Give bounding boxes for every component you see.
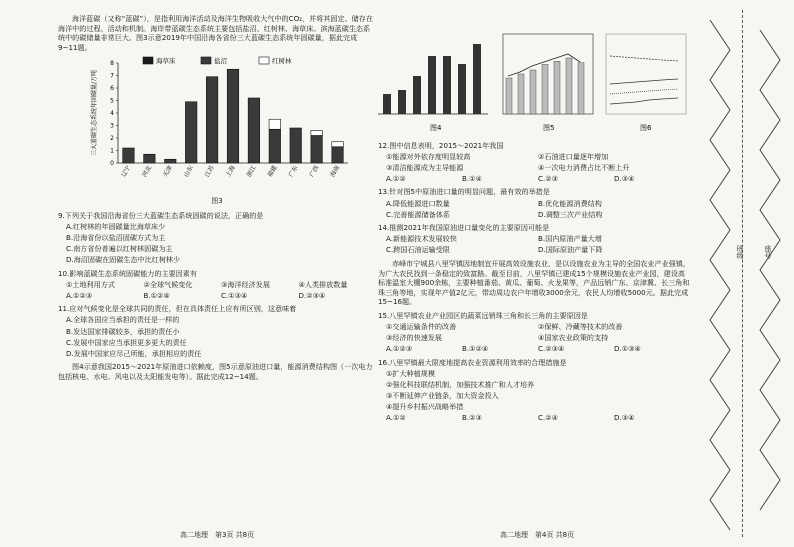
question-16-choices — [386, 413, 690, 423]
fig5-bar — [530, 70, 536, 114]
question-13-stem: 13.针对图5中原油进口量的明显问题，最有效的举措是 — [378, 187, 550, 197]
binding-label-1: 班级 — [736, 245, 744, 259]
figure-5-chart — [503, 34, 593, 114]
bar-盐沼 — [311, 136, 323, 164]
option-9a[interactable]: A.红树林的年固碳量比海草床少 — [66, 221, 166, 231]
figures-4-6 — [378, 14, 690, 134]
question-10-choices — [66, 291, 376, 301]
y-tick-label: 4 — [110, 110, 114, 118]
question-12-choices — [386, 174, 690, 184]
question-15 — [378, 311, 690, 354]
question-15-stem: 15.八里罕镇农业产业园区的蔬菜远销珠三角和长三角的主要原因是 — [378, 311, 588, 320]
legend-label: 盐沼 — [214, 57, 227, 66]
option-13a[interactable]: A.降低能源进口数量 — [386, 198, 450, 208]
left-column — [58, 14, 376, 382]
question-12-stem: 12.图中信息表明，2015～2021年我国 — [378, 140, 504, 150]
fig4-bar — [383, 94, 391, 114]
fig4-bar — [428, 56, 436, 114]
question-13-options-b — [386, 210, 690, 220]
y-tick-label: 8 — [110, 60, 114, 68]
choice-12c[interactable]: C.②③ — [538, 173, 558, 183]
x-tick-label: 浙江 — [245, 164, 258, 179]
question-14-options-b — [386, 245, 690, 255]
option-14b[interactable]: B.国内原油产量大增 — [538, 234, 602, 244]
binding-margin — [700, 0, 794, 547]
bar-红树林 — [332, 142, 344, 147]
choice-16c[interactable]: C.②④ — [538, 413, 558, 423]
item: ③经济的快速发展 — [386, 333, 443, 343]
option-11d[interactable]: D.发展中国家应尽己所能，承担相应的责任 — [66, 348, 202, 358]
question-14-options-a — [386, 234, 690, 244]
figure-3-label: 图3 — [211, 196, 223, 205]
item: ④一次电力消费占比不断上升 — [538, 162, 630, 172]
option-9b[interactable]: B.沿海省份以盐沼固碳方式为主 — [66, 232, 166, 242]
option-9c[interactable]: C.南方省份普遍以红树林固碳为主 — [66, 243, 173, 253]
y-axis-label: 三大蓝碳生态系统年固碳量/万吨 — [91, 70, 98, 157]
option-13d[interactable]: D.调整三次产业结构 — [538, 209, 603, 219]
question-14 — [378, 223, 690, 255]
passage-intro: 海洋蓝碳（又称“蓝碳”），是指利用海洋活动及海洋生物吸收大气中的CO₂，并将其固定、储存在海洋中的过程、活动和机制。海岸带蓝碳生态系统主要包括盐沼、红树林、海草床。滨海蓝碳生态系统中的碳储量非常巨大。图3示意2019年中国沿海各省份三大蓝碳生态系统年固碳量，据此完成9~11题。 — [58, 14, 373, 52]
question-14-stem: 14.推测2021年我国原油进口量变化的主要原因可能是 — [378, 223, 550, 233]
item: ②石油进口量逐年增加 — [538, 151, 609, 161]
bar-红树林 — [269, 120, 281, 130]
choice-12d[interactable]: D.③④ — [614, 173, 635, 183]
x-tick-label: 广西 — [308, 164, 321, 179]
bar-盐沼 — [165, 160, 177, 164]
y-tick-label: 6 — [110, 85, 114, 93]
option-14c[interactable]: C.跨国石油运输受限 — [386, 245, 450, 255]
question-13 — [378, 187, 690, 219]
fig5-bar — [554, 61, 560, 114]
legend-label: 海草床 — [156, 57, 176, 66]
y-tick-label: 1 — [110, 147, 114, 155]
bar-盐沼 — [290, 128, 302, 163]
x-tick-label: 上海 — [224, 164, 237, 179]
option-11c[interactable]: C.发展中国家应当承担更多更大的责任 — [66, 337, 187, 347]
x-tick-label: 广东 — [287, 164, 300, 179]
legend-swatch — [143, 57, 153, 64]
x-tick-label: 天津 — [161, 164, 175, 179]
question-15-items-a — [386, 322, 690, 332]
choice-16a[interactable]: A.①② — [386, 413, 406, 423]
y-tick-label: 2 — [110, 135, 114, 143]
figure-6-chart — [606, 34, 686, 114]
item: ①土地利用方式 — [66, 279, 115, 289]
question-10 — [58, 269, 376, 301]
page-footer-right: 高二地理 第4页 共8页 — [500, 531, 575, 539]
choice-10c[interactable]: C.①③④ — [221, 290, 248, 300]
choice-12b[interactable]: B.①④ — [462, 173, 482, 183]
option-14d[interactable]: D.国际原油产量下降 — [538, 245, 603, 255]
fig4-bar — [443, 56, 451, 114]
y-tick-label: 3 — [110, 122, 114, 130]
fig4-bar — [413, 76, 421, 114]
question-16-stem: 16.八里罕镇最大限度地提高农业资源利用效率的合理措施是 — [378, 357, 567, 367]
bar-盐沼 — [144, 155, 156, 164]
item: ②全球气候变化 — [143, 279, 193, 289]
question-16 — [378, 358, 690, 423]
item: ③不断延伸产业链条，加大资金投入 — [386, 391, 499, 401]
page-footer-left: 高二地理 第3页 共8页 — [180, 531, 255, 539]
fig5-bar — [518, 74, 524, 114]
figure-4-label: 图4 — [430, 124, 442, 132]
item: ③清洁能源成为主导能源 — [386, 162, 464, 172]
binding-label-2: 座号 — [764, 245, 772, 259]
figure-6-label: 图6 — [640, 124, 652, 132]
x-tick-label: 福建 — [266, 164, 279, 179]
x-tick-label: 河北 — [141, 164, 154, 179]
question-11 — [58, 304, 376, 358]
question-12-items-a — [386, 152, 690, 162]
fig4-bar — [473, 44, 481, 114]
fig4-bar — [398, 90, 406, 114]
question-12-items-b — [386, 163, 690, 173]
x-tick-label: 辽宁 — [120, 164, 133, 179]
question-12 — [378, 141, 690, 184]
choice-10b[interactable]: B.①②④ — [143, 290, 170, 300]
bar-盐沼 — [206, 77, 218, 163]
option-11b[interactable]: B.发达国家排碳较多，承担的责任小 — [66, 326, 180, 336]
choice-15a[interactable]: A.①②③ — [386, 344, 413, 354]
question-9-stem: 9.下列关于我国沿海省份三大蓝碳生态系统固碳的说法，正确的是 — [58, 210, 264, 220]
question-10-items — [66, 280, 376, 290]
fig5-bar — [506, 78, 512, 114]
fig5-bar — [542, 64, 548, 114]
bar-盐沼 — [227, 70, 239, 164]
question-15-choices — [386, 344, 690, 354]
bar-红树林 — [311, 131, 323, 136]
item: ①能源对外依存度明显较高 — [386, 151, 471, 161]
item: ①交通运输条件的改善 — [386, 322, 457, 332]
question-15-items-b — [386, 333, 690, 343]
option-13c[interactable]: C.完善能源储备体系 — [386, 209, 450, 219]
bar-盐沼 — [185, 102, 197, 163]
bar-盐沼 — [248, 98, 260, 163]
figure-4-chart — [378, 44, 488, 114]
question-9 — [58, 211, 376, 265]
y-tick-label: 7 — [110, 72, 114, 80]
choice-16b[interactable]: B.②③ — [462, 413, 482, 423]
bar-盐沼 — [269, 130, 281, 164]
item: ②保鲜、冷藏等技术的改善 — [538, 322, 623, 332]
option-14a[interactable]: A.新能源技术发展较快 — [386, 234, 457, 244]
bar-盐沼 — [332, 147, 344, 163]
choice-15d[interactable]: D.①③④ — [614, 344, 641, 354]
right-column — [378, 14, 690, 424]
legend-swatch — [259, 57, 269, 64]
passage-intro-2: 图4示意我国2015～2021年原油进口依赖度，图5示意原油进口量，能源消费结构图（一次电力包括核电、水电、风电以及太阳能发电等）。据此完成12~14题。 — [58, 362, 373, 381]
choice-15b[interactable]: B.①②④ — [462, 344, 489, 354]
passage-intro-3: 赤峰市宁城县八里罕镇因地制宜开展高效设施农业，是以设施农业为主导的全国农业产业强镇，为广大农民找到一条稳定的致富路。截至目前，八里罕镇已建成15个规模设施农业产业园，建设高标准温室大棚900余栋，主要种植番茄、黄瓜、葡萄、火龙果等，产品远销广东、京津冀、长三角和珠三角等地，实现年产值2亿元，带动周边农户年增收3000余元，农民人均增收5000元。据此完成15~16题。 — [378, 259, 690, 307]
fig5-bar — [578, 63, 584, 114]
legend-label: 红树林 — [272, 57, 292, 66]
x-tick-label: 山东 — [182, 164, 195, 179]
fig5-bar — [566, 58, 572, 114]
item: ④人类排放数量 — [298, 279, 348, 289]
item: ④国家农业政策的支持 — [538, 333, 609, 343]
item: ④提升乡村振兴战略举措 — [386, 402, 464, 412]
legend-swatch — [201, 57, 211, 64]
question-13-options-a — [386, 199, 690, 209]
figure-5-label: 图5 — [543, 124, 555, 132]
fig4-bar — [458, 64, 466, 114]
y-tick-label: 0 — [110, 160, 114, 168]
choice-16d[interactable]: D.③④ — [614, 413, 635, 423]
option-13b[interactable]: B.优化能源消费结构 — [538, 198, 602, 208]
y-tick-label: 5 — [110, 97, 114, 105]
x-tick-label: 江苏 — [203, 164, 216, 179]
bar-盐沼 — [123, 148, 135, 163]
question-11-stem: 11.应对气候变化是全球共同的责任，但在具体责任上应有所区别，这意味着 — [58, 304, 297, 314]
choice-12a[interactable]: A.①② — [386, 173, 406, 183]
item: ③海洋经济发展 — [221, 279, 270, 289]
fold-line — [742, 10, 743, 537]
item: ②强化科技联结机制，加强技术推广和人才培养 — [386, 380, 535, 390]
choice-15c[interactable]: C.②③④ — [538, 344, 565, 354]
choice-10a[interactable]: A.①②③ — [66, 290, 93, 300]
figure-3-chart — [58, 53, 376, 193]
choice-10d[interactable]: D.②③④ — [298, 290, 326, 300]
question-10-stem: 10.影响蓝碳生态系统固碳能力的主要因素有 — [58, 268, 197, 278]
option-11a[interactable]: A.全球各国应当承担的责任是一样的 — [66, 315, 180, 325]
item: ①扩大种植规模 — [386, 368, 435, 378]
x-tick-label: 海南 — [329, 164, 342, 179]
option-9d[interactable]: D.海沼固碳在固碳生态中比红树林少 — [66, 254, 181, 264]
